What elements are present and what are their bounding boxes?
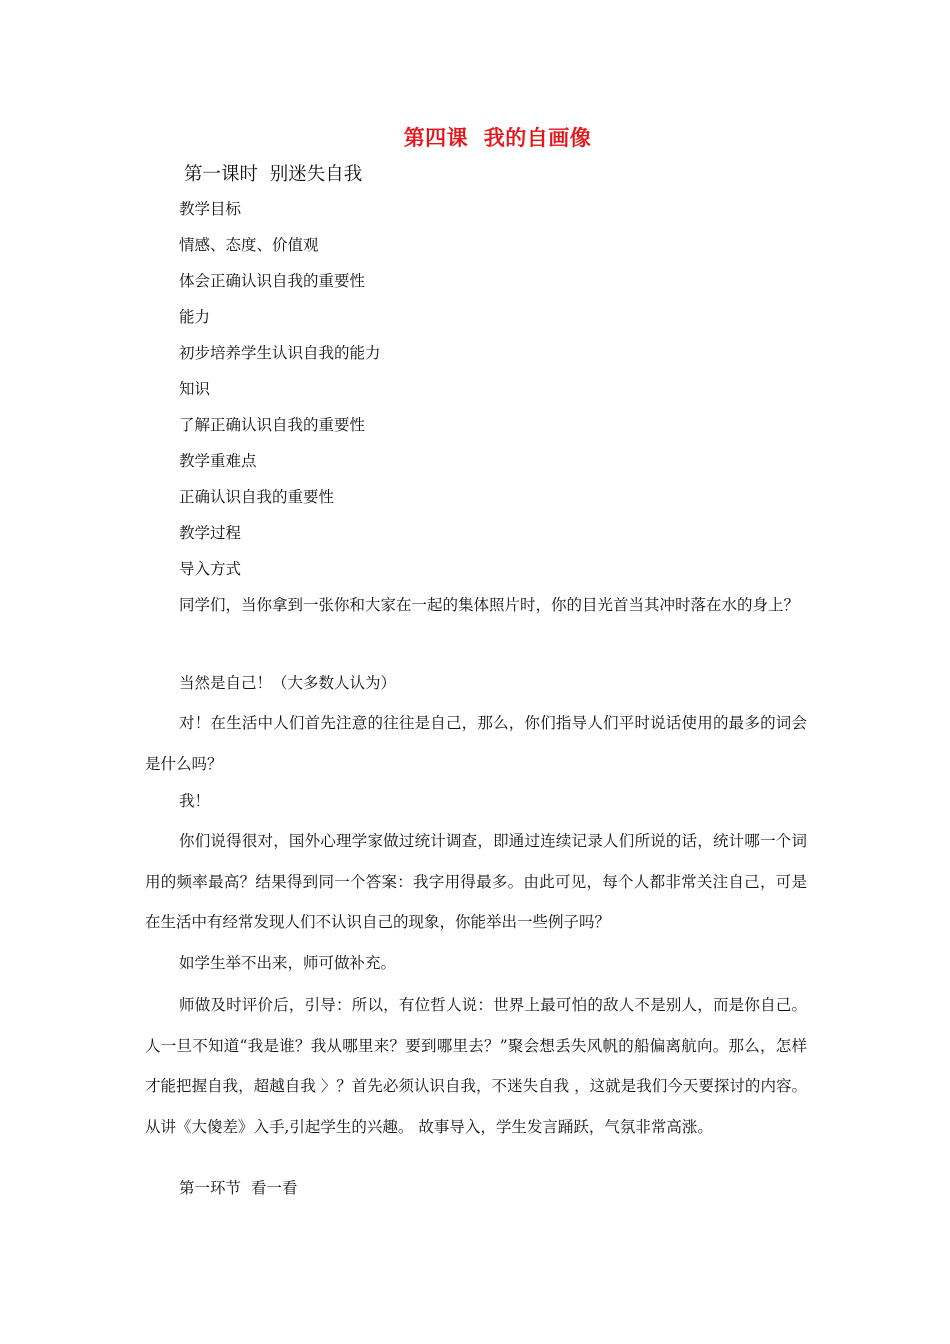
paragraph-question-photo: 同学们，当你拿到一张你和大家在一起的集体照片时，你的目光首当其冲时落在水的身上？ (179, 596, 800, 614)
outline-emotion-content: 体会正确认识自我的重要性 (179, 272, 366, 290)
outline-ability: 能力 (179, 308, 211, 326)
outline-key-points-content: 正确认识自我的重要性 (179, 488, 335, 506)
paragraph-survey: 你们说得很对，国外心理学家做过统计调查，即通过连续记录人们所说的话，统计哪一个词用的频率最高？结果得到同一个答案：我字用得最多。由此可见，每个人都非常关注自己，可是在生活中有经常发现人们不认识自己的现象，你能举出一些例子吗？ (145, 832, 807, 932)
outline-ability-content: 初步培养学生认识自我的能力 (179, 344, 381, 362)
paragraph-guidance: 师做及时评价后，引导：所以，有位哲人说：世界上最可怕的敌人不是别人，而是你自己。人一旦不知道“我是谁？我从哪里来？要到哪里去？”聚会想丢失风帆的船偏离航向。那么，怎样才能把握自我，超越自我 〉？首先必须认识自我，不迷失自我 ，这就是我们今天要探讨的内容。从讲《大傻差》入手,引起学生的兴趣。 故事导入，学生发言踊跃，气氛非常高涨。 (145, 996, 807, 1136)
paragraph-answer-self: 当然是自己！（大多数人认为） (179, 674, 397, 692)
outline-emotion-attitude-values: 情感、态度、价值观 (179, 236, 319, 254)
paragraph-answer-me: 我！ (179, 792, 211, 810)
outline-key-difficult-points: 教学重难点 (179, 452, 257, 470)
lesson-title: 第四课 我的自画像 (403, 126, 592, 150)
outline-knowledge: 知识 (179, 380, 211, 398)
paragraph-supplement: 如学生举不出来，师可做补充。 (179, 954, 397, 972)
outline-teaching-process: 教学过程 (179, 524, 242, 542)
outline-knowledge-content: 了解正确认识自我的重要性 (179, 416, 366, 434)
paragraph-section-one: 第一环节 看一看 (179, 1179, 298, 1197)
lesson-subtitle: 第一课时 别迷失自我 (184, 164, 363, 185)
outline-introduction-method: 导入方式 (179, 560, 242, 578)
outline-teaching-goals: 教学目标 (179, 200, 242, 218)
paragraph-question-word: 对！在生活中人们首先注意的往往是自己，那么，你们指导人们平时说话使用的最多的词会是什么吗？ (145, 714, 807, 773)
